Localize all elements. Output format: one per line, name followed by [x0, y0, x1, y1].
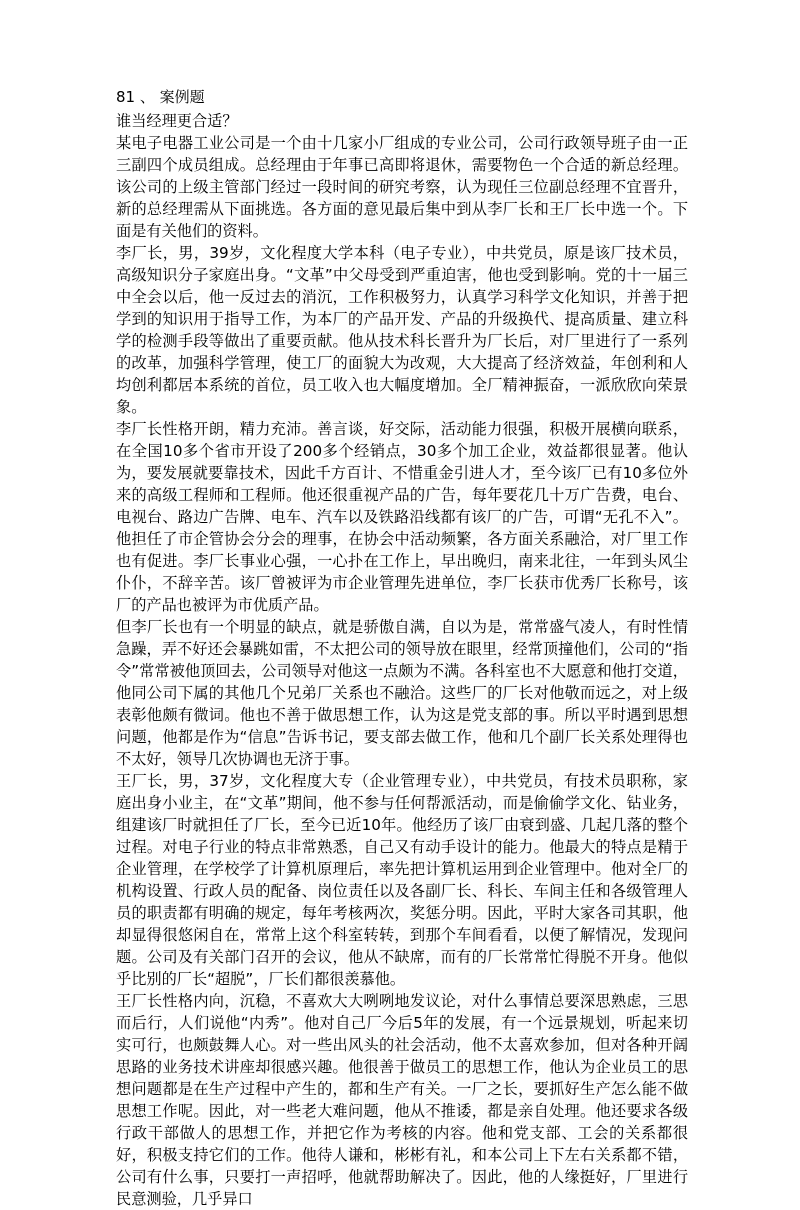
document-page [116, 86, 688, 1210]
paragraph-intro: 某电子电器工业公司是一个由十几家小厂组成的专业公司，公司行政领导班子由一正三副四个成员组成。总经理由于年事已高即将退休，需要物色一个合适的新总经理。该公司的上级主管部门经过一段时间的研究考察，认为现任三位副总经理不宜晋升，新的总经理需从下面挑选。各方面的意见最后集中到从李厂长和王厂长中选一个。下面是有关他们的资料。 [116, 134, 688, 240]
case-heading: 81 、 案例题 [116, 88, 205, 106]
paragraph-li-profile: 李厂长，男，39岁，文化程度大学本科（电子专业），中共党员，原是该厂技术员，高级知识分子家庭出身。“文革”中父母受到严重迫害，他也受到影响。党的十一届三中全会以后，他一反过去的消沉，工作积极努力，认真学习科学文化知识，并善于把学到的知识用于指导工作，为本厂的产品开发、产品的升级换代、提高质量、建立科学的检测手段等做出了重要贡献。他从技术科长晋升为厂长后，对厂里进行了一系列的改革，加强科学管理，使工厂的面貌大为改观，大大提高了经济效益，年创利和人均创利都居本系统的首位，员工收入也大幅度增加。全厂精神振奋，一派欣欣向荣景象。 [116, 244, 688, 416]
case-title: 谁当经理更合适？ [116, 112, 238, 130]
paragraph-li-personality: 李厂长性格开朗，精力充沛。善言谈，好交际，活动能力很强，积极开展横向联系，在全国10多个省市开设了200多个经销点，30多个加工企业，效益都很显著。他认为，要发展就要靠技术，因此千方百计、不惜重金引进人才，至今该厂已有10多位外来的高级工程师和工程师。他还很重视产品的广告，每年要花几十万广告费，电台、电视台、路边广告牌、电车、汽车以及铁路沿线都有该厂的广告，可谓“无孔不入”。他担任了市企管协会分会的理事，在协会中活动频繁，各方面关系融洽，对厂里工作也有促进。李厂长事业心强，一心扑在工作上，早出晚归，南来北往，一年到头风尘仆仆，不辞辛苦。该厂曾被评为市企业管理先进单位，李厂长获市优秀厂长称号，该厂的产品也被评为市优质产品。 [116, 420, 688, 614]
paragraph-wang-profile: 王厂长，男，37岁，文化程度大专（企业管理专业），中共党员，有技术员职称，家庭出身小业主，在“文革”期间，他不参与任何帮派活动，而是偷偷学文化、钻业务，组建该厂时就担任了厂长，至今已近10年。他经历了该厂由衰到盛、几起几落的整个过程。对电子行业的特点非常熟悉，自己又有动手设计的能力。他最大的特点是精于企业管理，在学校学了计算机原理后，率先把计算机运用到企业管理中。他对全厂的机构设置、行政人员的配备、岗位责任以及各副厂长、科长、车间主任和各级管理人员的职责都有明确的规定，每年考核两次，奖惩分明。因此，平时大家各司其职，他却显得很悠闲自在，常常上这个科室转转，到那个车间看看，以便了解情况，发现问题。公司及有关部门召开的会议，他从不缺席，而有的厂长常常忙得脱不开身。他似乎比别的厂长“超脱”，厂长们都很羡慕他。 [116, 772, 688, 988]
paragraph-li-shortcoming: 但李厂长也有一个明显的缺点，就是骄傲自满，自以为是，常常盛气凌人，有时性情急躁，弄不好还会暴跳如雷，不太把公司的领导放在眼里，经常顶撞他们，公司的“指令”常常被他顶回去，公司领导对他这一点颇为不满。各科室也不大愿意和他打交道，他同公司下属的其他几个兄弟厂关系也不融洽。这些厂的厂长对他敬而远之，对上级表彰他颇有微词。他也不善于做思想工作，认为这是党支部的事。所以平时遇到思想问题，他都是作为“信息”告诉书记，要支部去做工作，他和几个副厂长关系处理得也不太好，领导几次协调也无济于事。 [116, 618, 688, 768]
paragraph-wang-personality: 王厂长性格内向，沉稳，不喜欢大大咧咧地发议论，对什么事情总要深思熟虑，三思而后行，人们说他“内秀”。他对自己厂今后5年的发展，有一个远景规划，听起来切实可行，也颇鼓舞人心。对一些出风头的社会活动，他不太喜欢参加，但对各种开阔思路的业务技术讲座却很感兴趣。他很善于做员工的思想工作，他认为企业员工的思想问题都是在生产过程中产生的，都和生产有关。一厂之长，要抓好生产怎么能不做思想工作呢。因此，对一些老大难问题，他从不推诿，都是亲自处理。他还要求各级行政干部做人的思想工作，并把它作为考核的内容。他和党支部、工会的关系都很好，积极支持它们的工作。他待人谦和，彬彬有礼，和本公司上下左右关系都不错，公司有什么事，只要打一声招呼，他就帮助解决了。因此，他的人缘挺好，厂里进行民意测验，几乎异口 [116, 992, 688, 1208]
